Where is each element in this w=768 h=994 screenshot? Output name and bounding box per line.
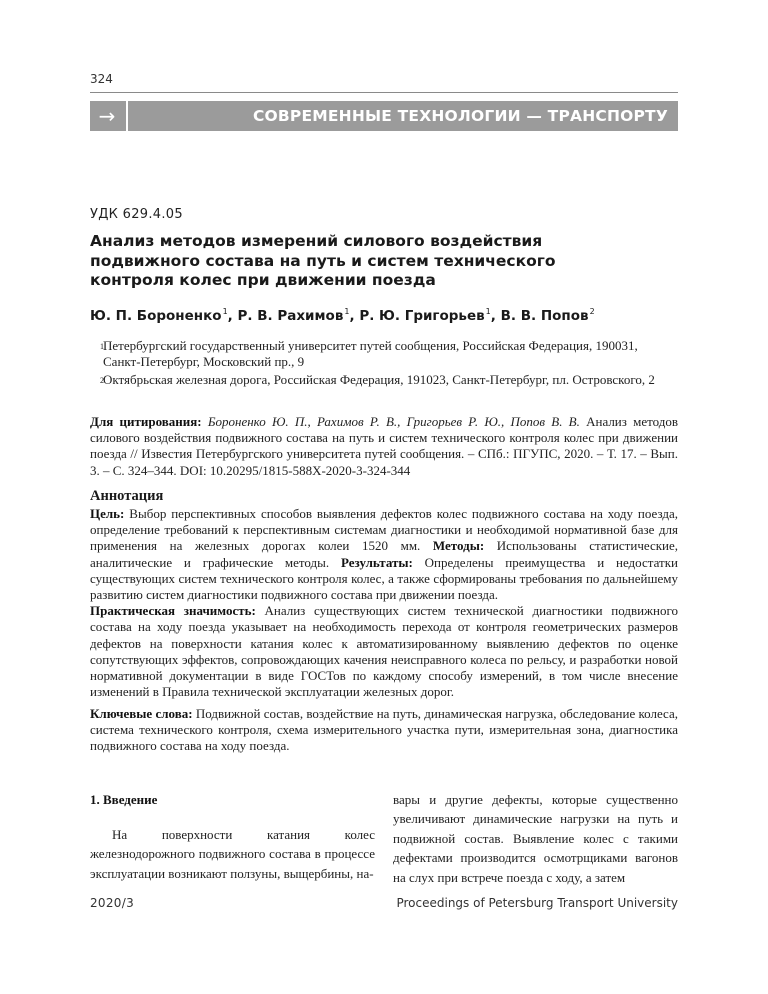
goal-label: Цель: bbox=[90, 506, 125, 521]
methods-label: Методы: bbox=[432, 538, 485, 554]
citation-label: Для цитирования: bbox=[90, 414, 202, 429]
methods-text: Использованы статистические, аналитические и графические методы. bbox=[90, 538, 679, 570]
arrow-right-icon: → bbox=[98, 104, 116, 128]
page-number: 324 bbox=[90, 72, 113, 86]
affiliation bbox=[100, 338, 663, 370]
keywords-block bbox=[90, 706, 678, 755]
practical-text: Анализ существующих систем технической диагностики подвижного состава на ходу поезда указывает на необходимость перехода от контроля геометрических размеров дефектов на поверхности катания колес к автоматизированному выявлению дефектов по оценке сопутствующих эффектов, сопровождающих качения неисправного колеса по рельсу, и разработки новой нормативной документации в виде ГОСТов по каждому способу измерений, в том числе внесение изменений в Правила технической эксплуатации железных дорог. bbox=[90, 603, 679, 700]
citation-authors: Бороненко Ю. П., Рахимов Р. В., Григорьев Р. Ю., Попов В. В. bbox=[207, 414, 580, 429]
intro-left-column: На поверхности катания колес железнодорожного подвижного состава в процессе эксплуатации возникают ползуны, выщербины, на- bbox=[90, 827, 375, 881]
author-separator: , bbox=[349, 308, 360, 324]
author-separator: , bbox=[490, 308, 501, 324]
keywords-label: Ключевые слова: bbox=[90, 706, 193, 721]
citation-block bbox=[90, 414, 678, 479]
author-affiliation-mark: 1 bbox=[344, 307, 350, 316]
banner-divider bbox=[126, 101, 128, 131]
author-name: Р. Ю. Григорьев bbox=[359, 308, 485, 324]
intro-right-column: вары и другие дефекты, которые существенно увеличивают динамические нагрузки на путь и подвижной состав. Выявление колес с такими дефектами производится осмотрщиками вагонов на слух при встрече поезда с ходу, а затем bbox=[393, 792, 678, 885]
footer-issue: 2020/3 bbox=[90, 896, 135, 910]
author-name: В. В. Попов bbox=[500, 308, 589, 324]
affiliation-text: Петербургский государственный университет путей сообщения, Российская Федерация, 190031, Санкт-Петербург, Московский пр., 9 bbox=[103, 338, 638, 369]
abstract-body bbox=[90, 506, 678, 700]
section-heading: 1. Введение bbox=[90, 792, 158, 807]
results-label: Результаты: bbox=[340, 554, 413, 570]
section-banner bbox=[90, 101, 678, 131]
author-name: Р. В. Рахимов bbox=[237, 308, 344, 324]
article-title: Анализ методов измерений силового воздействия подвижного состава на путь и систем технического контроля колес при движении поезда bbox=[90, 232, 556, 289]
keywords-text: Подвижной состав, воздействие на путь, динамическая нагрузка, обследование колеса, система технического контроля, схема измерительного участка пути, измерительная зона, диагностика подвижного состава на ходу поезда. bbox=[90, 706, 678, 754]
author-list bbox=[90, 307, 595, 324]
section-title: СОВРЕМЕННЫЕ ТЕХНОЛОГИИ — ТРАНСПОРТУ bbox=[252, 107, 668, 125]
goal-text: Выбор перспективных способов выявления дефектов колес подвижного состава на ходу поезда, определение требований к перспективным системам диагностики и необходимой нормативной базе для применения на железных дорогах колеи 1520 мм. bbox=[90, 506, 679, 554]
header-rule bbox=[90, 92, 678, 93]
citation-text: Анализ методов силового воздействия подвижного состава на путь и систем технического контроля колес при движении поезда // Известия Петербургского университета путей сообщения. – СПб.: ПГУПС, 2020. – Т. 17. – Вып. 3. – С. 324–344. DOI: 10.20295/1815-588X-2020-3-324-344 bbox=[90, 414, 679, 478]
author-affiliation-mark: 1 bbox=[222, 307, 228, 316]
abstract-heading: Аннотация bbox=[90, 488, 164, 504]
affiliation-text: Октябрьская железная дорога, Российская Федерация, 191023, Санкт-Петербург, пл. Островского, 2 bbox=[103, 372, 655, 387]
practical-label: Практическая значимость: bbox=[90, 603, 256, 619]
author-name: Ю. П. Бороненко bbox=[90, 308, 222, 324]
affiliation bbox=[100, 372, 663, 388]
author-affiliation-mark: 1 bbox=[485, 307, 491, 316]
affiliation-number: 2 bbox=[100, 376, 104, 385]
author-affiliation-mark: 2 bbox=[589, 307, 595, 316]
affiliation-number: 1 bbox=[100, 342, 104, 351]
author-separator: , bbox=[227, 308, 238, 324]
footer-journal: Proceedings of Petersburg Transport University bbox=[396, 896, 678, 910]
udc-code: УДК 629.4.05 bbox=[90, 207, 183, 222]
results-text: Определены преимущества и недостатки существующих систем технического контроля колес, а также сформированы требования по дальнейшему развитию систем диагностики подвижного состава при движении поезда. bbox=[90, 554, 678, 603]
